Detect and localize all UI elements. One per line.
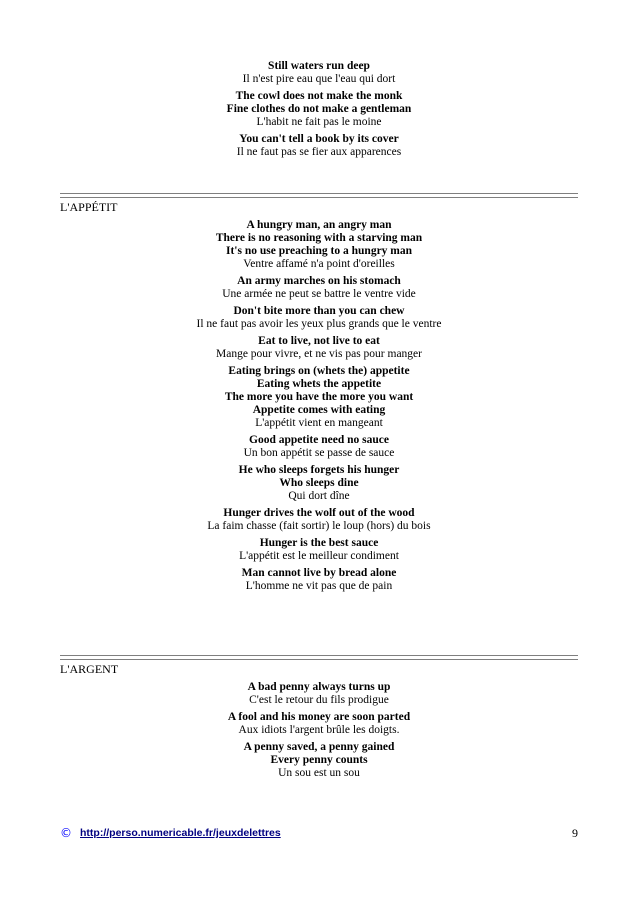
french-translation-line: La faim chasse (fait sortir) le loup (hors) du bois	[207, 520, 431, 532]
french-translation-line: Une armée ne peut se battre le ventre vide	[222, 288, 416, 300]
french-translation-line: Un bon appétit se passe de sauce	[243, 447, 395, 459]
french-translation-line: Un sou est un sou	[278, 767, 360, 779]
proverb	[60, 464, 578, 503]
french-translation-line: Aux idiots l'argent brûle les doigts.	[238, 724, 400, 736]
proverb	[60, 335, 578, 361]
section-divider	[60, 655, 578, 660]
french-translation-line: L'appétit vient en mangeant	[255, 417, 383, 429]
english-proverb-line: Man cannot live by bread alone	[241, 567, 397, 579]
french-translation-line: Il n'est pire eau que l'eau qui dort	[242, 73, 396, 85]
english-proverb-line: Fine clothes do not make a gentleman	[226, 103, 412, 115]
page-number: 9	[572, 826, 578, 840]
english-proverb-line: Appetite comes with eating	[252, 404, 386, 416]
proverb	[60, 90, 578, 129]
english-proverb-line: It's no use preaching to a hungry man	[225, 245, 413, 257]
proverb-block-top	[60, 60, 578, 163]
section-heading-argent: L'ARGENT	[60, 662, 119, 676]
english-proverb-line: A fool and his money are soon parted	[227, 711, 411, 723]
english-proverb-line: There is no reasoning with a starving man	[215, 232, 423, 244]
english-proverb-line: An army marches on his stomach	[237, 275, 401, 287]
page-footer	[60, 826, 578, 842]
french-translation-line: Ventre affamé n'a point d'oreilles	[243, 258, 395, 270]
proverb	[60, 275, 578, 301]
proverb	[60, 537, 578, 563]
english-proverb-line: A hungry man, an angry man	[246, 219, 392, 231]
french-translation-line: Il ne faut pas se fier aux apparences	[236, 146, 402, 158]
english-proverb-line: Hunger drives the wolf out of the wood	[223, 507, 415, 519]
french-translation-line: Qui dort dîne	[288, 490, 350, 502]
french-translation-line: Mange pour vivre, et ne vis pas pour manger	[216, 348, 422, 360]
proverb	[60, 434, 578, 460]
section-heading-appetit: L'APPÉTIT	[60, 200, 118, 214]
proverb-block-argent	[60, 681, 578, 784]
proverb	[60, 741, 578, 780]
english-proverb-line: The more you have the more you want	[224, 391, 414, 403]
copyright-icon: ©	[60, 826, 72, 840]
proverb	[60, 507, 578, 533]
english-proverb-line: Every penny counts	[270, 754, 368, 766]
english-proverb-line: Eat to live, not live to eat	[258, 335, 380, 347]
english-proverb-line: Don't bite more than you can chew	[233, 305, 405, 317]
proverb	[60, 365, 578, 430]
proverb-block-appetit	[60, 219, 578, 597]
english-proverb-line: Eating whets the appetite	[256, 378, 382, 390]
english-proverb-line: A bad penny always turns up	[247, 681, 391, 693]
english-proverb-line: He who sleeps forgets his hunger	[238, 464, 400, 476]
section-divider	[60, 193, 578, 198]
english-proverb-line: Hunger is the best sauce	[259, 537, 379, 549]
english-proverb-line: A penny saved, a penny gained	[243, 741, 395, 753]
english-proverb-line: Still waters run deep	[268, 60, 370, 72]
english-proverb-line: You can't tell a book by its cover	[239, 133, 399, 145]
proverb	[60, 711, 578, 737]
french-translation-line: C'est le retour du fils prodigue	[249, 694, 389, 706]
french-translation-line: Il ne faut pas avoir les yeux plus grands que le ventre	[196, 318, 442, 330]
website-link[interactable]: http://perso.numericable.fr/jeuxdelettres	[80, 827, 281, 839]
english-proverb-line: Good appetite need no sauce	[249, 434, 389, 446]
proverb	[60, 681, 578, 707]
proverb	[60, 133, 578, 159]
proverb	[60, 567, 578, 593]
french-translation-line: L'appétit est le meilleur condiment	[239, 550, 399, 562]
english-proverb-line: The cowl does not make the monk	[235, 90, 403, 102]
english-proverb-line: Eating brings on (whets the) appetite	[228, 365, 410, 377]
proverb	[60, 60, 578, 86]
french-translation-line: L'habit ne fait pas le moine	[256, 116, 382, 128]
proverb	[60, 219, 578, 271]
french-translation-line: L'homme ne vit pas que de pain	[245, 580, 393, 592]
english-proverb-line: Who sleeps dine	[279, 477, 359, 489]
proverb	[60, 305, 578, 331]
